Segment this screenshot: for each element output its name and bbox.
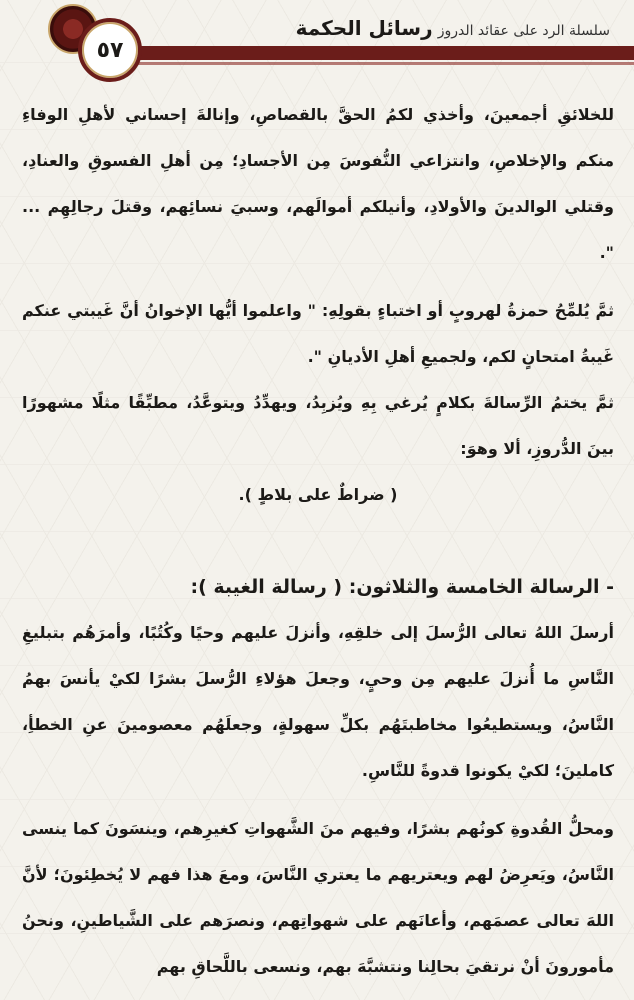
page-number: ٥٧ [96, 37, 124, 63]
header-ribbon [100, 46, 634, 60]
book-title: رسائل الحكمة [295, 16, 433, 40]
paragraph: أرسلَ اللهُ تعالى الرُّسلَ إلى خلقِهِ، وأنزلَ عليهم وحيًا وكُتُبًا، وأمرَهُم بتبليغِ النَّاسِ ما أُنزلَ عليهم مِن وحيٍ، وجعلَ هؤلاءِ الرُّسلَ بشرًا لكيْ يأنسَ بهمُ النَّاسُ، ويستطيعُوا مخاطبتَهُم بكلِّ سهولةٍ، وجعلَهُم معصومينَ عنِ الخطأِ، كاملينَ؛ لكيْ يكونوا قدوةً للنَّاسِ. [22, 623, 614, 780]
proverb: ( ضراطٌ على بلاطٍ ). [238, 485, 398, 504]
paragraph: ثمَّ يختمُ الرِّسالةَ بكلامٍ يُرغي بِهِ ويُزبِدُ، ويهدِّدُ ويتوعَّدُ، مطبِّقًا مثلًا مشهورًا بينَ الدُّروزِ، ألا وهوَ: [22, 393, 614, 458]
running-header [296, 16, 616, 40]
paragraph: ثمَّ يُلمِّحُ حمزةُ لهروبٍ أو اختباءٍ بقولِهِ: " واعلموا أيُّها الإخوانُ أنَّ غَيبتي عنكم غَيبةُ امتحانٍ لكم، ولجميعِ أهلِ الأديانِ ". [22, 301, 614, 366]
header-ribbon-line [120, 62, 634, 65]
paragraph: ومحلُّ القُدوةِ كونُهم بشرًا، وفيهم منَ الشَّهواتِ كغيرِهم، وينسَونَ كما ينسى النَّاسُ، ويَعرِضُ لهم ويعتريهم ما يعتري النَّاسَ، ومعَ هذا فهم لا يُخطِئونَ؛ لأنَّ اللهَ تعالى عصمَهم، وأعانَهم على شهواتِهم، ونصرَهم على الشَّياطينِ، ونحنُ مأمورونَ أنْ نرتقيَ بحالِنا ونتشبَّهَ بهم، ونسعى باللَّحاقِ بهم [22, 819, 614, 976]
series-title: سلسلة الرد على عقائد الدروز [437, 23, 610, 39]
page-body [22, 92, 614, 990]
section-heading: - الرسالة الخامسة والثلاثون: ( رسالة الغيبة ): [190, 576, 614, 598]
page-number-medallion [78, 18, 142, 82]
paragraph: للخلائقِ أجمعينَ، وأخذي لكمُ الحقَّ بالقصاصِ، وإنالةَ إحساني لأهلِ الوفاءِ منكم والإخلاصِ، وانتزاعي النُّفوسَ مِن الأجسادِ؛ مِن أهلِ الفسوقِ والعنادِ، وقتلي الوالدينَ والأولادِ، وأنيلكم أموالَهم، وسبيَ نسائِهم، وقتلَ رجالِهِم ... ". [22, 105, 614, 262]
page-header [0, 0, 634, 80]
